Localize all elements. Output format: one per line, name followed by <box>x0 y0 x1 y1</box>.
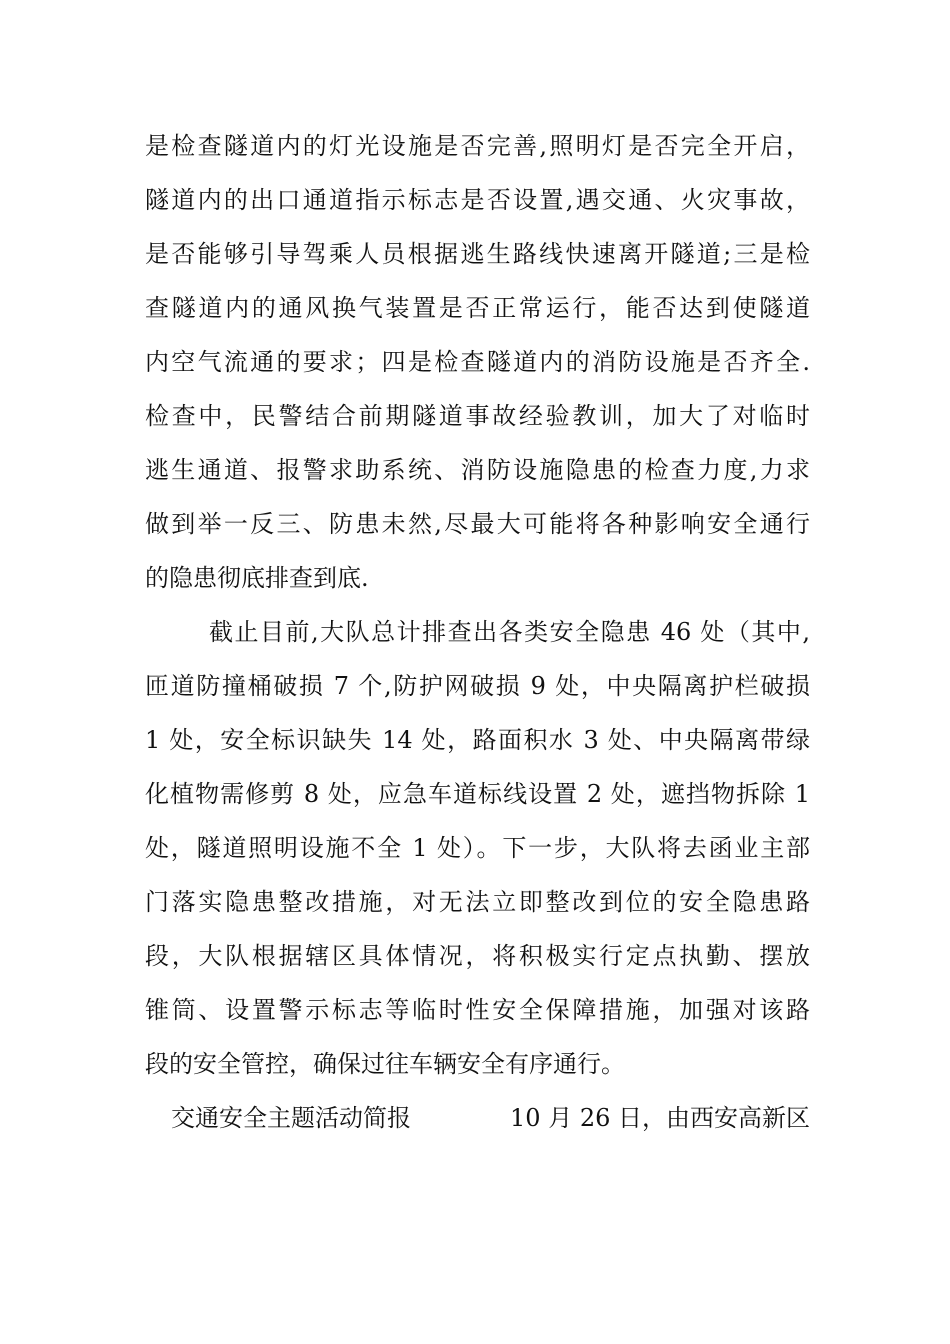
paragraph-1-line-9: 的隐患彻底排查到底. <box>145 564 369 592</box>
paragraph-2-line-7: 段，大队根据辖区具体情况，将积极实行定点执勤、摆放 <box>145 942 810 970</box>
paragraph-1-line-1: 是检查隧道内的灯光设施是否完善,照明灯是否完全开启， <box>145 132 810 160</box>
paragraph-2-line-4: 化植物需修剪 8 处，应急车道标线设置 2 处，遮挡物拆除 1 <box>145 780 810 808</box>
paragraph-1-line-2: 隧道内的出口通道指示标志是否设置,遇交通、火灾事故， <box>145 186 810 214</box>
paragraph-2-line-8: 锥筒、设置警示标志等临时性安全保障措施，加强对该路 <box>145 996 810 1024</box>
paragraph-2-line-1: 截止目前,大队总计排查出各类安全隐患 46 处（其中, <box>209 618 810 646</box>
paragraph-2-line-9: 段的安全管控，确保过往车辆安全有序通行。 <box>145 1050 625 1078</box>
paragraph-1-line-4: 查隧道内的通风换气装置是否正常运行，能否达到使隧道 <box>145 294 810 322</box>
paragraph-2-line-3: 1 处，安全标识缺失 14 处，路面积水 3 处、中央隔离带绿 <box>145 726 810 754</box>
paragraph-1-line-8: 做到举一反三、防患未然,尽最大可能将各种影响安全通行 <box>145 510 810 538</box>
paragraph-1-line-3: 是否能够引导驾乘人员根据逃生路线快速离开隧道;三是检 <box>145 240 810 268</box>
document-body <box>145 126 810 1152</box>
paragraph-2-line-2: 匝道防撞桶破损 7 个,防护网破损 9 处，中央隔离护栏破损 <box>145 672 810 700</box>
next-report-header <box>145 1098 810 1152</box>
next-report-title: 交通安全主题活动简报 <box>171 1104 411 1132</box>
paragraph-1-line-5: 内空气流通的要求；四是检查隧道内的消防设施是否齐全. <box>145 348 810 376</box>
next-report-opening: 10 月 26 日，由西安高新区 <box>510 1104 810 1132</box>
paragraph-1-line-6: 检查中，民警结合前期隧道事故经验教训，加大了对临时 <box>145 402 810 430</box>
paragraph-1-line-7: 逃生通道、报警求助系统、消防设施隐患的检查力度,力求 <box>145 456 810 484</box>
paragraph-2-line-6: 门落实隐患整改措施，对无法立即整改到位的安全隐患路 <box>145 888 810 916</box>
paragraph-2-line-5: 处，隧道照明设施不全 1 处）。下一步，大队将去函业主部 <box>145 834 810 862</box>
